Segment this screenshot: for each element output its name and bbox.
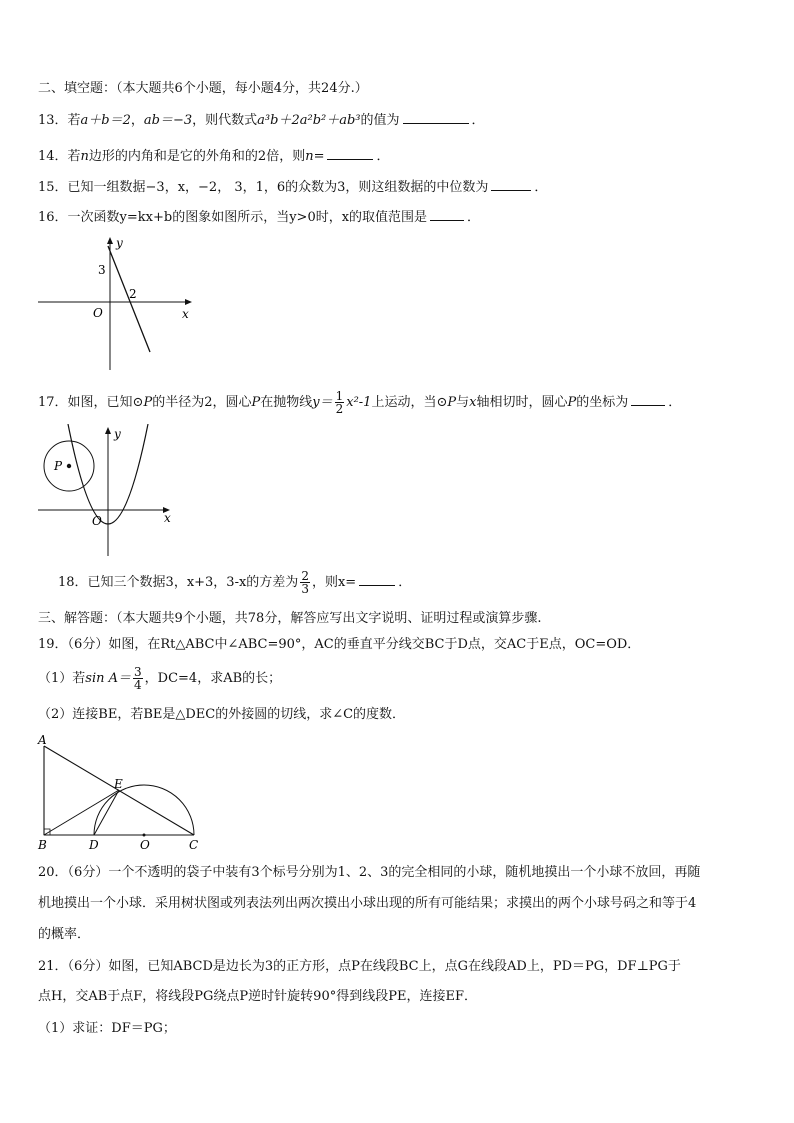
q13-expr: a³b＋2a²b²＋ab³ <box>257 113 361 128</box>
q19-segment-de <box>94 790 119 835</box>
section2-heading: 二、填空题：（本大题共6个小题，每小题4分，共24分.） <box>38 81 368 96</box>
question-15: 15．已知一组数据−3，x，−2， 3，1，6的众数为3，则这组数据的中位数为 ． <box>38 180 548 195</box>
question-20-line1: 20．（6分）一个不透明的袋子中装有3个标号分别为1、2、3的完全相同的小球，随机地摸出一个小球不放回，再随 <box>38 865 701 880</box>
question-20-line3: 的概率． <box>38 927 91 942</box>
q19-segment-be <box>44 790 119 835</box>
q14-mid: 边形的内角和是它的外角和的2倍，则 <box>88 149 306 164</box>
q17-rhs: x²-1 <box>346 395 372 410</box>
q16-y-arrow-icon <box>107 237 113 244</box>
q13-sep: ， <box>130 113 144 128</box>
q17-prefix: 17．如图，已知⊙ <box>38 395 144 410</box>
q17-center-dot <box>67 464 71 468</box>
q17-suffix: 的坐标为 <box>576 395 629 410</box>
q16-x-label: x <box>182 307 189 321</box>
q17-mid1: 的半径为2，圆心 <box>152 395 252 410</box>
q17-mid4: 与 <box>456 395 470 410</box>
q19-frac-den: 4 <box>134 678 142 692</box>
q13-suffix: 的值为 <box>360 113 400 128</box>
q14-answer-blank[interactable] <box>327 147 373 160</box>
question-19-part1 <box>38 666 281 692</box>
q19-p1-expr: sin A＝ <box>85 671 132 686</box>
q17-y-label: y <box>114 427 121 441</box>
q17-x-label: x <box>164 511 171 525</box>
q17-point-label: P <box>54 459 63 473</box>
q19-label-a: A <box>38 733 47 747</box>
q19-label-d: D <box>89 838 99 852</box>
q19-semicircle <box>94 785 194 835</box>
q18-prefix: 18．已知三个数据3，x+3，3-x的方差为 <box>58 575 299 590</box>
q19-frac-num: 3 <box>134 665 142 679</box>
q14-n: n <box>80 149 89 164</box>
q13-cond2: ab＝−3 <box>143 113 193 128</box>
q19-label-e: E <box>114 777 123 791</box>
q17-p1: P <box>143 395 153 410</box>
q17-xv: x <box>469 395 477 410</box>
q16-text: 16．一次函数y=kx+b的图象如图所示，当y>0时，x的取值范围是 <box>38 210 428 225</box>
q14-var: n <box>305 149 314 164</box>
question-18: 18．已知三个数据3，x+3，3-x的方差为 $\frac{2}{3}$ ，则x= ． <box>58 569 412 596</box>
q13-cond1: a＋b＝2 <box>80 113 131 128</box>
q17-origin-label: O <box>92 514 102 528</box>
q16-figure <box>36 232 196 372</box>
q16-y-intercept-label: 3 <box>98 263 106 277</box>
q14-prefix: 14．若 <box>38 149 81 164</box>
q19-p1-prefix: （1）若 <box>38 671 86 686</box>
question-19-part2: （2）连接BE，若BE是△DEC的外接圆的切线，求∠C的度数． <box>38 707 406 722</box>
q16-origin-label: O <box>93 306 103 320</box>
q17-fraction <box>335 390 345 415</box>
question-21-line2: 点H，交AB于点F，将线段PG绕点P逆时针旋转90°得到线段PE，连接EF． <box>38 989 477 1004</box>
q19-label-o: O <box>140 838 150 852</box>
q18-fraction <box>300 570 310 595</box>
q18-answer-blank[interactable] <box>359 573 395 586</box>
question-19: 19．（6分）如图，在Rt△ABC中∠ABC=90°，AC的垂直平分线交BC于D点，交AC于E点，OC=OD． <box>38 637 641 652</box>
q19-center-dot <box>143 834 146 837</box>
q13-answer-blank[interactable] <box>403 111 469 124</box>
q17-p3: P <box>447 395 457 410</box>
question-21-line1: 21．（6分）如图，已知ABCD是边长为3的正方形，点P在线段BC上，点G在线段AD上，PD＝PG，DF⊥PG于 <box>38 959 681 974</box>
q17-mid3: 上运动，当⊙ <box>371 395 448 410</box>
q17-answer-blank[interactable] <box>631 393 665 406</box>
q19-label-b: B <box>38 838 47 852</box>
q17-p2: P <box>251 395 261 410</box>
section3-heading: 三、解答题：（本大题共9个小题，共78分，解答应写出文字说明、证明过程或演算步骤. <box>38 611 542 626</box>
q13-prefix: 13．若 <box>38 113 81 128</box>
q17-p4: P <box>567 395 577 410</box>
question-20-line2: 机地摸出一个小球．采用树状图或列表法列出两次摸出小球出现的所有可能结果；求摸出的两个小球号码之和等于4 <box>38 896 697 911</box>
q17-figure <box>36 424 176 558</box>
question-21-part1: （1）求证：DF＝PG； <box>38 1021 176 1036</box>
q13-mid: ，则代数式 <box>192 113 258 128</box>
q16-x-intercept-label: 2 <box>129 287 137 301</box>
q17-frac-num: 1 <box>335 389 344 403</box>
q19-fraction <box>133 666 143 691</box>
q17-frac-den: 2 <box>335 402 344 416</box>
q18-frac-num: 2 <box>301 569 309 583</box>
question-17: 17．如图，已知⊙P的半径为2，圆心P在抛物线y＝ $\frac{1}{2}$ x²-1上运动，当⊙P与x轴相切时，圆心P的坐标为 ． <box>38 389 682 416</box>
q17-mid2: 在抛物线 <box>260 395 313 410</box>
q19-figure <box>36 732 206 852</box>
q16-y-label: y <box>116 236 123 250</box>
question-14: 14．若n边形的内角和是它的外角和的2倍，则n= ． <box>38 149 390 164</box>
question-16: 16．一次函数y=kx+b的图象如图所示，当y>0时，x的取值范围是 ． <box>38 210 481 225</box>
q16-x-arrow-icon <box>185 299 192 305</box>
q18-suffix: ，则x= <box>311 575 357 590</box>
q17-y-arrow-icon <box>105 427 111 434</box>
q17-lhs: y＝ <box>312 395 333 410</box>
q14-suffix: = <box>313 149 325 164</box>
question-13: 13．若a＋b＝2，ab＝−3，则代数式a³b＋2a²b²＋ab³的值为 ． <box>38 113 485 128</box>
q19-label-c: C <box>189 838 199 852</box>
q19-p1-suffix: ，DC=4，求AB的长； <box>144 671 282 686</box>
q16-answer-blank[interactable] <box>430 208 464 221</box>
q15-text: 15．已知一组数据−3，x，−2， 3，1，6的众数为3，则这组数据的中位数为 <box>38 180 489 195</box>
q17-mid5: 轴相切时，圆心 <box>476 395 568 410</box>
q18-frac-den: 3 <box>301 582 309 596</box>
q15-answer-blank[interactable] <box>491 178 531 191</box>
